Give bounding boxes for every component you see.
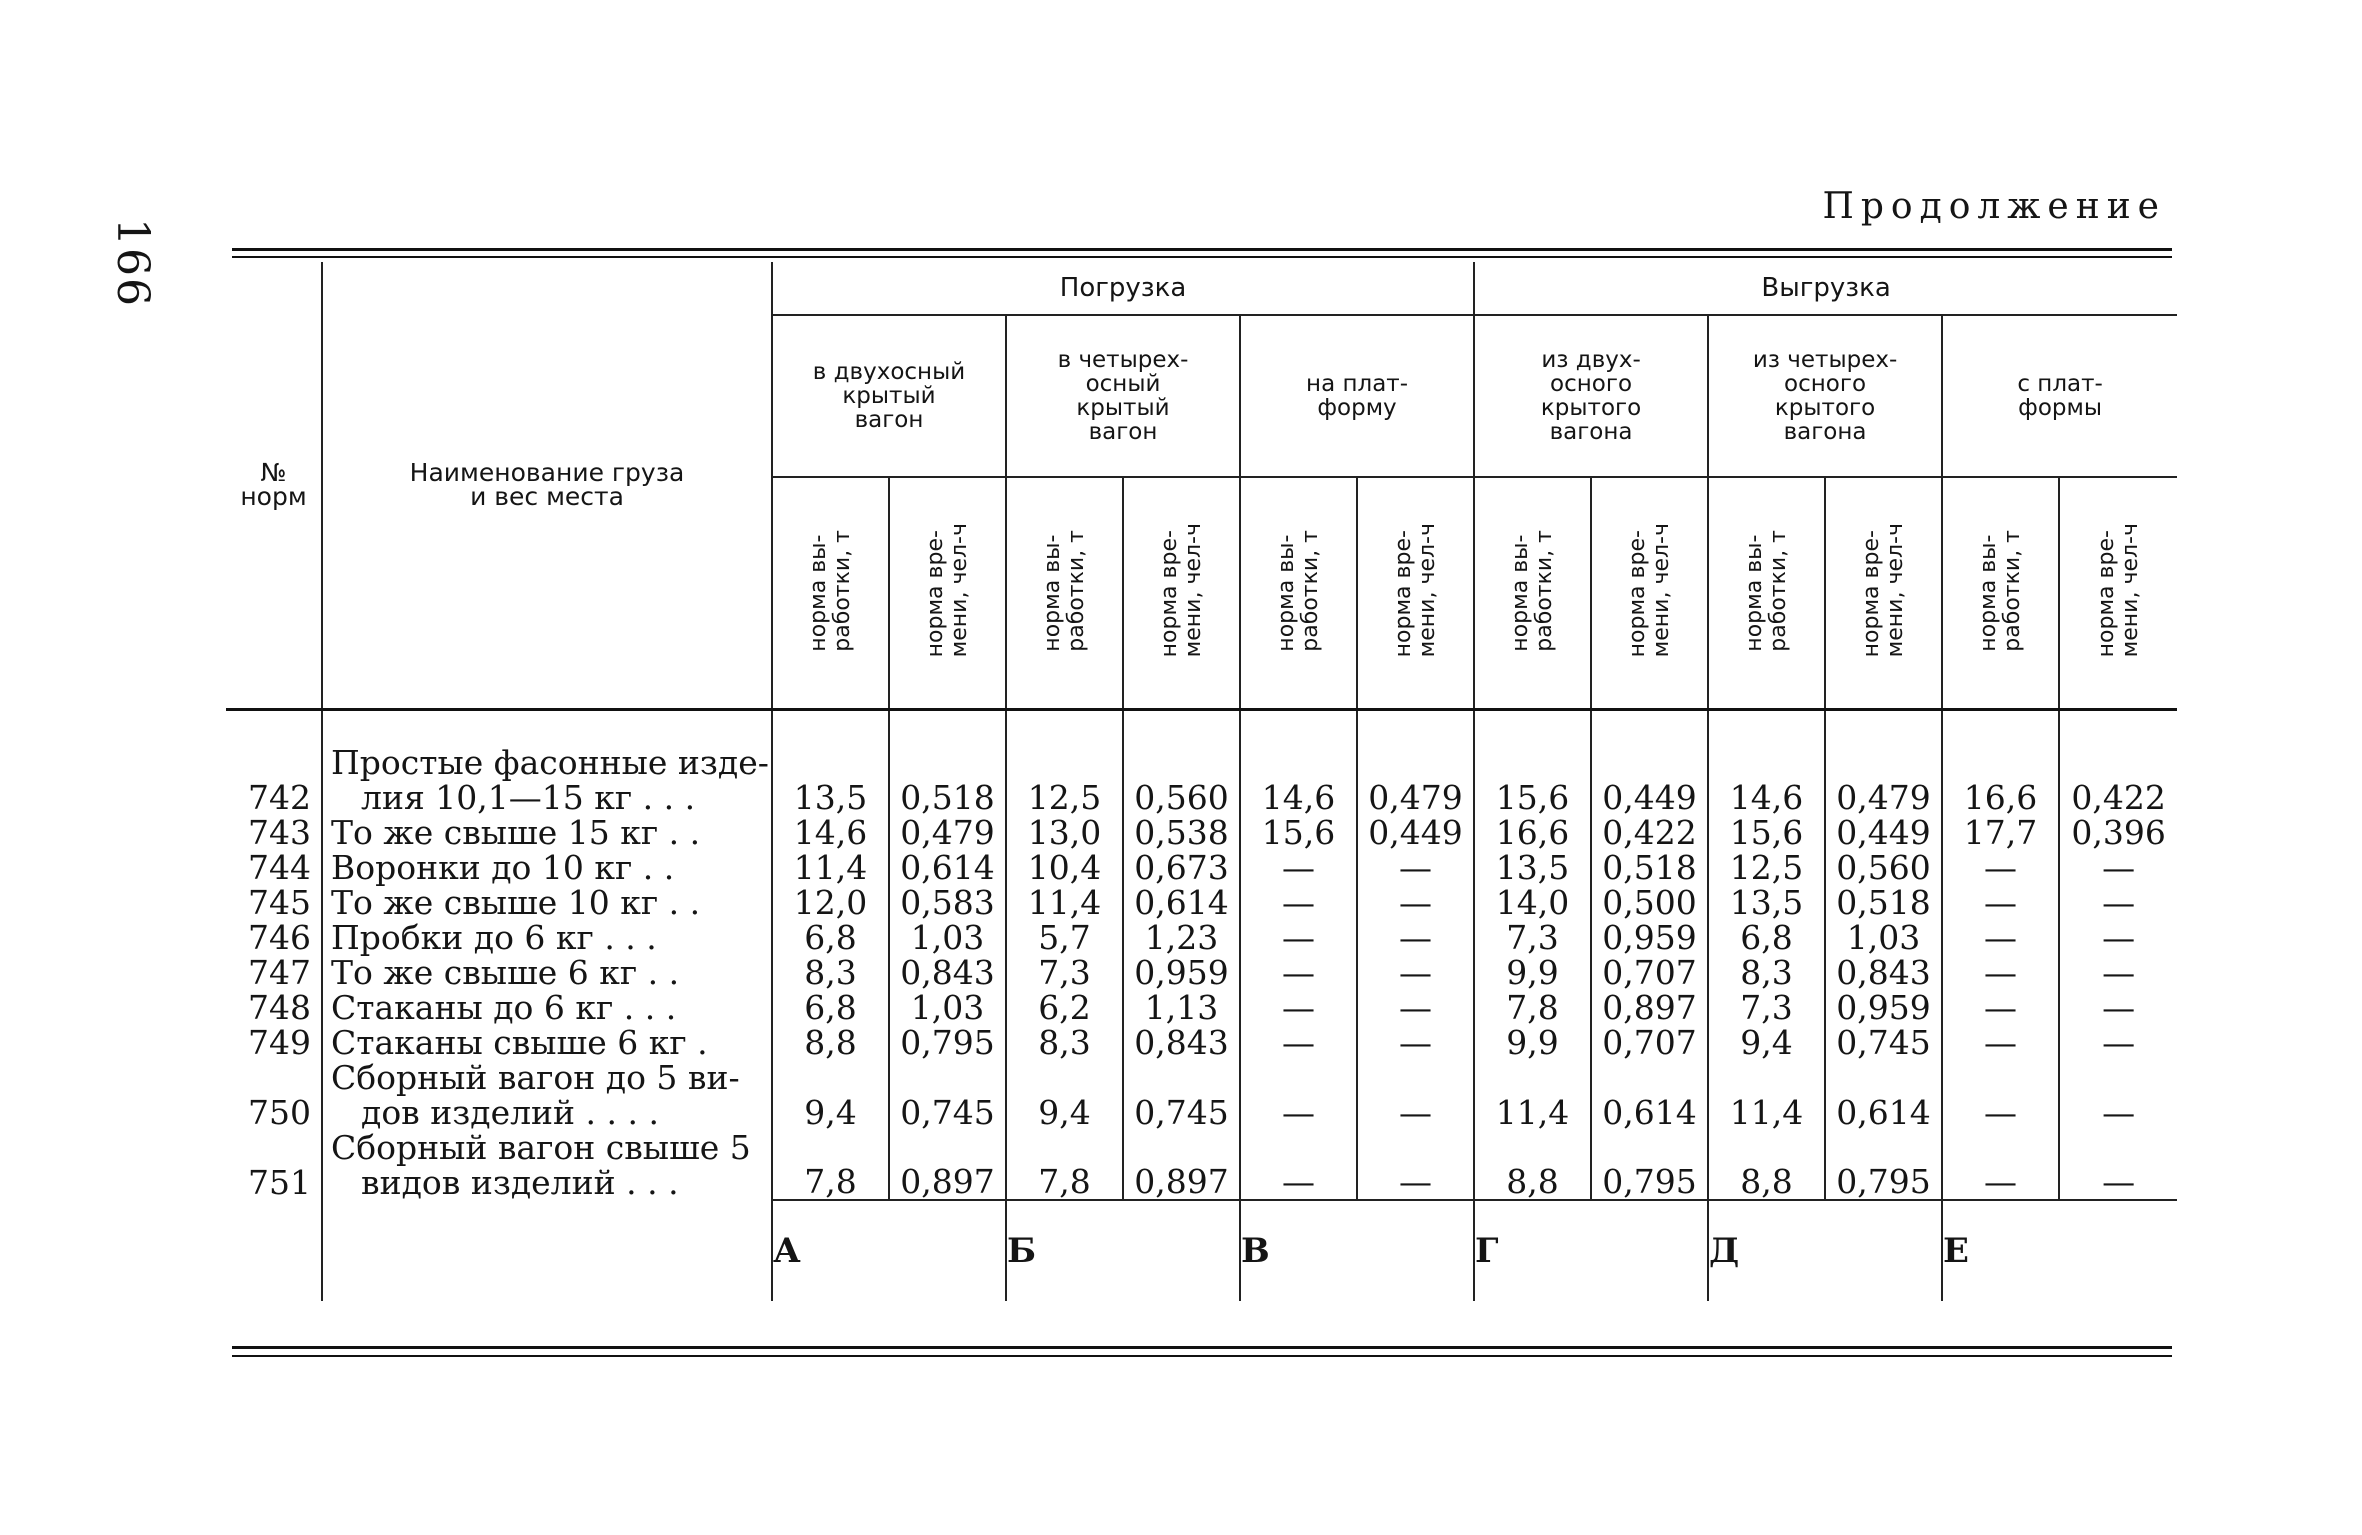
output-value: —: [1942, 885, 2059, 920]
cargo-name: [322, 710, 772, 816]
output-value: 8,3: [1708, 955, 1825, 990]
subgroup-four-axle-loading: в четырех- осный крытый вагон: [1006, 315, 1240, 477]
cargo-name-line: То же свыше 10 кг . .: [331, 883, 701, 922]
time-value: 0,745: [1825, 1025, 1942, 1060]
col-time-header: норма вре- мени, чел-ч: [1591, 477, 1708, 710]
time-value: 0,614: [1825, 1060, 1942, 1130]
output-value: 7,3: [1708, 990, 1825, 1025]
output-value: 7,3: [1474, 920, 1591, 955]
cargo-name-line: Сборный вагон свыше 5: [331, 1128, 751, 1167]
output-value: 14,6: [1708, 710, 1825, 816]
output-value: 14,6: [1240, 710, 1357, 816]
time-value: —: [1357, 850, 1474, 885]
output-value: 12,5: [1708, 850, 1825, 885]
time-value: 0,422: [1591, 815, 1708, 850]
cargo-name: [322, 1060, 772, 1130]
cargo-name-line: Пробки до 6 кг . . .: [331, 918, 657, 957]
time-value: 0,560: [1825, 850, 1942, 885]
col-time-header: норма вре- мени, чел-ч: [889, 477, 1006, 710]
table-row: [226, 990, 2177, 1025]
subgroup-four-axle-unloading: из четырех- осного крытого вагона: [1708, 315, 1942, 477]
cargo-name-line: То же свыше 15 кг . .: [331, 813, 701, 852]
output-value: —: [1240, 1060, 1357, 1130]
column-letter: Г: [1474, 1200, 1708, 1301]
time-value: 0,795: [1825, 1130, 1942, 1200]
output-value: —: [1942, 920, 2059, 955]
cargo-name-header: Наименование груза и вес места: [322, 262, 772, 710]
time-value: 0,449: [1591, 710, 1708, 816]
output-value: 7,8: [1006, 1130, 1123, 1200]
output-value: 14,6: [772, 815, 889, 850]
cargo-name-line: Сборный вагон до 5 ви-: [331, 1058, 740, 1097]
time-value: 0,897: [1123, 1130, 1240, 1200]
output-value: 11,4: [1708, 1060, 1825, 1130]
output-value: 6,8: [772, 920, 889, 955]
cargo-name-line: лия 10,1—15 кг . . .: [361, 778, 696, 817]
time-value: 0,583: [889, 885, 1006, 920]
time-value: 0,959: [1591, 920, 1708, 955]
time-value: 0,707: [1591, 1025, 1708, 1060]
time-value: —: [2059, 1060, 2177, 1130]
col-output-header: норма вы- работки, т: [772, 477, 889, 710]
time-value: —: [1357, 955, 1474, 990]
col-time-header: норма вре- мени, чел-ч: [1825, 477, 1942, 710]
time-value: 0,795: [1591, 1130, 1708, 1200]
col-output-header: норма вы- работки, т: [1240, 477, 1357, 710]
output-value: 13,5: [1708, 885, 1825, 920]
output-value: 7,8: [772, 1130, 889, 1200]
output-value: 13,5: [772, 710, 889, 816]
table-row: [226, 1060, 2177, 1130]
col-time-header: норма вре- мени, чел-ч: [1357, 477, 1474, 710]
output-value: 6,2: [1006, 990, 1123, 1025]
output-value: 9,9: [1474, 1025, 1591, 1060]
time-value: 0,614: [889, 850, 1006, 885]
time-value: —: [1357, 1025, 1474, 1060]
output-value: 8,8: [772, 1025, 889, 1060]
time-value: 0,422: [2059, 710, 2177, 816]
column-letter: Б: [1006, 1200, 1240, 1301]
cargo-name-line: видов изделий . . .: [361, 1163, 679, 1202]
output-value: 8,3: [1006, 1025, 1123, 1060]
time-value: 0,897: [1591, 990, 1708, 1025]
output-value: 9,4: [772, 1060, 889, 1130]
output-value: 9,4: [1708, 1025, 1825, 1060]
output-value: 7,3: [1006, 955, 1123, 990]
output-value: —: [1942, 955, 2059, 990]
norm-number: 747: [248, 953, 311, 992]
time-value: —: [2059, 920, 2177, 955]
norms-table: [226, 262, 2177, 1301]
output-value: 16,6: [1474, 815, 1591, 850]
time-value: 0,538: [1123, 815, 1240, 850]
table-row: [226, 1025, 2177, 1060]
output-value: 13,5: [1474, 850, 1591, 885]
col-output-header: норма вы- работки, т: [1006, 477, 1123, 710]
output-value: 12,5: [1006, 710, 1123, 816]
time-value: —: [2059, 955, 2177, 990]
cargo-name: [322, 1130, 772, 1200]
continuation-label: Продолжение: [1822, 186, 2166, 227]
column-letter: А: [772, 1200, 1006, 1301]
column-letter: Е: [1942, 1200, 2177, 1301]
norm-number: 746: [248, 918, 311, 957]
subgroup-platform-unloading: с плат- формы: [1942, 315, 2177, 477]
output-value: —: [1240, 920, 1357, 955]
table-row: [226, 920, 2177, 955]
time-value: —: [2059, 850, 2177, 885]
time-value: —: [1357, 990, 1474, 1025]
time-value: 0,959: [1825, 990, 1942, 1025]
time-value: —: [1357, 920, 1474, 955]
time-value: —: [2059, 1025, 2177, 1060]
subgroup-two-axle-loading: в двухосный крытый вагон: [772, 315, 1006, 477]
time-value: 0,479: [1357, 710, 1474, 816]
bottom-rule: [232, 1346, 2172, 1349]
time-value: 0,396: [2059, 815, 2177, 850]
output-value: —: [1240, 885, 1357, 920]
time-value: 0,745: [1123, 1060, 1240, 1130]
table-footer: [226, 1200, 2177, 1301]
cargo-name-line: Стаканы до 6 кг . . .: [331, 988, 677, 1027]
output-value: —: [1240, 1025, 1357, 1060]
time-value: 1,23: [1123, 920, 1240, 955]
col-output-header: норма вы- работки, т: [1474, 477, 1591, 710]
time-value: —: [1357, 1130, 1474, 1200]
time-value: 0,959: [1123, 955, 1240, 990]
cargo-name-line: дов изделий . . . .: [361, 1093, 659, 1132]
output-value: 6,8: [1708, 920, 1825, 955]
cargo-name: [322, 1025, 772, 1060]
time-value: 0,673: [1123, 850, 1240, 885]
time-value: 0,518: [1591, 850, 1708, 885]
output-value: 15,6: [1240, 815, 1357, 850]
output-value: 5,7: [1006, 920, 1123, 955]
output-value: 8,8: [1708, 1130, 1825, 1200]
time-value: 0,843: [1123, 1025, 1240, 1060]
time-value: —: [2059, 1130, 2177, 1200]
time-value: 0,560: [1123, 710, 1240, 816]
time-value: —: [1357, 1060, 1474, 1130]
time-value: 0,745: [889, 1060, 1006, 1130]
norm-number: 748: [248, 988, 311, 1027]
output-value: 13,0: [1006, 815, 1123, 850]
output-value: —: [1240, 990, 1357, 1025]
output-value: —: [1942, 1060, 2059, 1130]
time-value: 0,897: [889, 1130, 1006, 1200]
output-value: 9,4: [1006, 1060, 1123, 1130]
unloading-header: Выгрузка: [1474, 262, 2177, 315]
table-row: [226, 1130, 2177, 1200]
time-value: 0,479: [1825, 710, 1942, 816]
time-value: 0,843: [1825, 955, 1942, 990]
cargo-name: [322, 955, 772, 990]
col-time-header: норма вре- мени, чел-ч: [2059, 477, 2177, 710]
output-value: 7,8: [1474, 990, 1591, 1025]
norm-number: 744: [248, 848, 311, 887]
time-value: 0,518: [1825, 885, 1942, 920]
col-time-header: норма вре- мени, чел-ч: [1123, 477, 1240, 710]
output-value: 17,7: [1942, 815, 2059, 850]
output-value: 8,3: [772, 955, 889, 990]
output-value: —: [1240, 955, 1357, 990]
time-value: 0,449: [1825, 815, 1942, 850]
footer-blank: [322, 1200, 772, 1301]
footer-blank: [226, 1200, 322, 1301]
output-value: 11,4: [772, 850, 889, 885]
norm-number: 742: [248, 778, 311, 817]
bottom-rule-thin: [232, 1355, 2172, 1357]
column-letter: В: [1240, 1200, 1474, 1301]
table-row: [226, 850, 2177, 885]
output-value: 10,4: [1006, 850, 1123, 885]
time-value: 0,707: [1591, 955, 1708, 990]
time-value: 1,03: [1825, 920, 1942, 955]
cargo-name: [322, 885, 772, 920]
output-value: 15,6: [1708, 815, 1825, 850]
table-row: [226, 815, 2177, 850]
table-body: [226, 710, 2177, 1201]
time-value: 0,795: [889, 1025, 1006, 1060]
output-value: 15,6: [1474, 710, 1591, 816]
norm-number: 743: [248, 813, 311, 852]
cargo-name-line: Простые фасонные изде-: [331, 743, 769, 782]
norm-number-header: № норм: [226, 262, 322, 710]
top-rule-thin: [232, 256, 2172, 258]
subgroup-two-axle-unloading: из двух- осного крытого вагона: [1474, 315, 1708, 477]
cargo-name: [322, 850, 772, 885]
loading-header: Погрузка: [772, 262, 1474, 315]
output-value: 6,8: [772, 990, 889, 1025]
output-value: 16,6: [1942, 710, 2059, 816]
table-row: [226, 955, 2177, 990]
page-number: 166: [107, 218, 158, 308]
col-output-header: норма вы- работки, т: [1942, 477, 2059, 710]
cargo-name-line: Воронки до 10 кг . .: [331, 848, 675, 887]
time-value: 0,449: [1357, 815, 1474, 850]
output-value: 14,0: [1474, 885, 1591, 920]
norm-number: 745: [248, 883, 311, 922]
cargo-name: [322, 920, 772, 955]
col-output-header: норма вы- работки, т: [1708, 477, 1825, 710]
norm-number: 750: [248, 1093, 311, 1132]
output-value: 12,0: [772, 885, 889, 920]
output-value: —: [1240, 1130, 1357, 1200]
output-value: 9,9: [1474, 955, 1591, 990]
time-value: 0,479: [889, 815, 1006, 850]
output-value: —: [1942, 850, 2059, 885]
output-value: —: [1942, 1130, 2059, 1200]
column-letter: Д: [1708, 1200, 1942, 1301]
output-value: 11,4: [1006, 885, 1123, 920]
time-value: 0,614: [1123, 885, 1240, 920]
table-row: [226, 885, 2177, 920]
time-value: 0,614: [1591, 1060, 1708, 1130]
cargo-name-line: То же свыше 6 кг . .: [331, 953, 680, 992]
cargo-name: [322, 990, 772, 1025]
time-value: —: [2059, 990, 2177, 1025]
output-value: 11,4: [1474, 1060, 1591, 1130]
time-value: 1,03: [889, 990, 1006, 1025]
norms-table-wrapper: [226, 262, 2172, 1301]
cargo-name: [322, 815, 772, 850]
cargo-name-line: Стаканы свыше 6 кг .: [331, 1023, 708, 1062]
table-row: [226, 710, 2177, 816]
output-value: —: [1942, 990, 2059, 1025]
norm-number: 751: [248, 1163, 311, 1202]
top-rule: [232, 248, 2172, 251]
output-value: —: [1942, 1025, 2059, 1060]
time-value: —: [1357, 885, 1474, 920]
norm-number: 749: [248, 1023, 311, 1062]
time-value: 0,500: [1591, 885, 1708, 920]
time-value: 1,03: [889, 920, 1006, 955]
output-value: 8,8: [1474, 1130, 1591, 1200]
time-value: 1,13: [1123, 990, 1240, 1025]
table-header: [226, 262, 2177, 710]
subgroup-platform-loading: на плат- форму: [1240, 315, 1474, 477]
output-value: —: [1240, 850, 1357, 885]
time-value: —: [2059, 885, 2177, 920]
time-value: 0,518: [889, 710, 1006, 816]
time-value: 0,843: [889, 955, 1006, 990]
